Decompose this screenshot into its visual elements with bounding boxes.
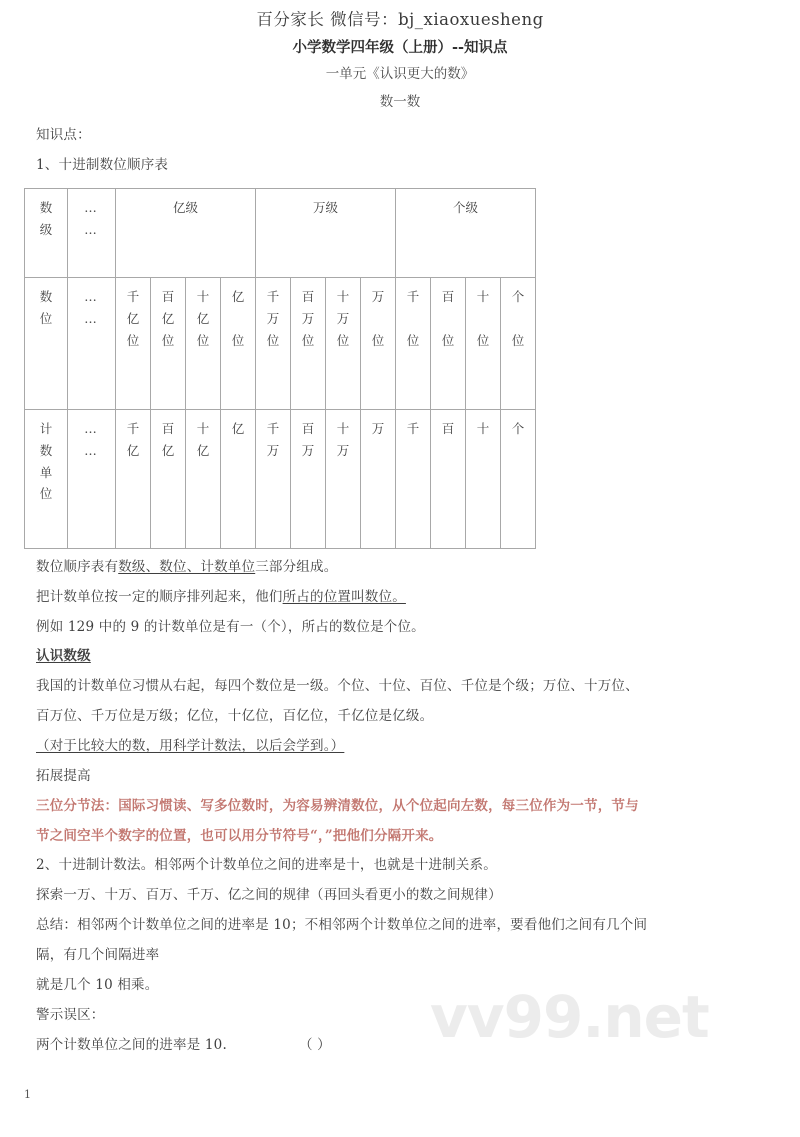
unit-cell — [221, 409, 256, 548]
digit-char: 千 — [406, 288, 420, 304]
digit-char-spacer — [221, 308, 255, 330]
row-label-char: 位 — [39, 486, 53, 502]
unit-char: 亿 — [161, 442, 175, 458]
header-brand-cn: 百分家长 微信号： — [256, 10, 399, 29]
paragraph-example-129: 例如 129 中的 9 的计数单位是有一（个），所占的数位是个位。 — [36, 618, 425, 635]
digit-char: 位 — [196, 332, 210, 348]
row-label-shuwei — [25, 277, 68, 409]
unit-char: 万 — [336, 442, 350, 458]
header-unit-title: 一单元《认识更大的数》 — [325, 65, 475, 82]
unit-char: 万 — [371, 420, 385, 436]
paragraph-true-false-question — [22, 1031, 778, 1061]
row-label-jishudanwei — [25, 409, 68, 548]
subheading-text: 认识数级 — [36, 648, 91, 665]
answer-blank-parentheses: （ ） — [298, 1036, 331, 1053]
digit-char: 百 — [441, 288, 455, 304]
digit-char: 百 — [301, 288, 315, 304]
digit-cell — [326, 277, 361, 409]
watermark-vv99-net: vv99.net — [430, 983, 709, 1051]
unit-char: 亿 — [126, 442, 140, 458]
unit-char: 千 — [126, 420, 140, 436]
paragraph-level-grouping-line1: 我国的计数单位习惯从右起，每四个数位是一级。个位、十位、百位、千位是个级；万位、十万位、 — [36, 678, 639, 695]
digit-order-table-wrapper — [22, 188, 778, 549]
header-wechat-id: bj_xiaoxuesheng — [398, 10, 544, 29]
digit-char: 位 — [266, 332, 280, 348]
digit-char: 位 — [231, 332, 245, 348]
header-brand-line — [22, 8, 778, 32]
digit-char: 位 — [126, 332, 140, 348]
digit-char-spacer — [466, 308, 500, 330]
digit-char: 个 — [511, 288, 525, 304]
unit-char: 千 — [406, 420, 420, 436]
table-row-shuwei — [25, 277, 536, 409]
row-ellipsis-shuji — [68, 188, 116, 277]
digit-char-spacer — [431, 308, 465, 330]
digit-cell — [186, 277, 221, 409]
text-fragment: 三部分组成。 — [255, 558, 338, 575]
row-label-char: 数 — [39, 199, 53, 215]
ellipsis-mark: … — [84, 442, 99, 458]
digit-char: 亿 — [231, 288, 245, 304]
unit-cell — [466, 409, 501, 548]
unit-cell — [501, 409, 536, 548]
paragraph-three-digit-grouping-line1: 三位分节法：国际习惯读、写多位数时，为容易辨清数位，从个位起向左数，每三位作为一节，节与 — [36, 797, 639, 814]
unit-cell — [361, 409, 396, 548]
unit-cell — [151, 409, 186, 548]
digit-char: 十 — [196, 288, 210, 304]
ellipsis-mark: … — [84, 310, 99, 326]
paragraph-table-composition — [22, 553, 778, 583]
digit-cell — [256, 277, 291, 409]
paragraph-scientific-notation-note — [22, 732, 778, 762]
digit-char-spacer — [396, 308, 430, 330]
unit-char: 万 — [266, 442, 280, 458]
digit-char-spacer — [501, 308, 535, 330]
row-label-char: 位 — [39, 310, 53, 326]
row-ellipsis-jishudanwei — [68, 409, 116, 548]
digit-char: 十 — [336, 288, 350, 304]
digit-char: 万 — [301, 310, 315, 326]
ellipsis-mark: … — [84, 221, 99, 237]
group-cell-yiji: 亿级 — [116, 188, 256, 277]
paragraph-summary-line2: 隔，有几个间隔进率 — [36, 946, 160, 963]
unit-char: 十 — [196, 420, 210, 436]
ellipsis-mark: … — [84, 199, 99, 215]
row-label-char: 数 — [39, 288, 53, 304]
text-fragment: 数位顺序表有 — [36, 558, 119, 575]
unit-cell — [431, 409, 466, 548]
digit-char: 百 — [161, 288, 175, 304]
paragraph-summary-line1: 总结：相邻两个计数单位之间的进率是 10；不相邻两个计数单位之间的进率，要看他们之间有几个间 — [36, 917, 648, 934]
page-number: 1 — [24, 1088, 31, 1101]
unit-char: 亿 — [231, 420, 245, 436]
paragraph-summary-line3: 就是几个 10 相乘。 — [36, 976, 159, 993]
digit-cell — [291, 277, 326, 409]
digit-char: 亿 — [196, 310, 210, 326]
paragraph-decimal-system-item2: 2、十进制计数法。相邻两个计数单位之间的进率是十，也就是十进制关系。 — [36, 857, 497, 874]
paragraph-explore-pattern: 探索一万、十万、百万、千万、亿之间的规律（再回头看更小的数之间规律） — [36, 887, 502, 904]
unit-cell — [186, 409, 221, 548]
heading-renshi-shuji — [22, 642, 778, 672]
row-label-char: 计 — [39, 420, 53, 436]
unit-char: 千 — [266, 420, 280, 436]
digit-char: 位 — [301, 332, 315, 348]
row-label-shuji — [25, 188, 68, 277]
digit-char: 千 — [126, 288, 140, 304]
unit-cell — [396, 409, 431, 548]
unit-cell — [326, 409, 361, 548]
digit-char: 万 — [336, 310, 350, 326]
digit-cell — [396, 277, 431, 409]
digit-order-table — [24, 188, 536, 549]
group-cell-wanji: 万级 — [256, 188, 396, 277]
header-lesson-title: 数一数 — [379, 93, 421, 110]
heading-jingshi-wuqu: 警示误区： — [36, 1006, 105, 1023]
digit-char: 位 — [476, 332, 490, 348]
unit-char: 百 — [161, 420, 175, 436]
digit-cell — [116, 277, 151, 409]
digit-char-spacer — [361, 308, 395, 330]
digit-char: 位 — [161, 332, 175, 348]
digit-cell — [151, 277, 186, 409]
table-row-jishudanwei — [25, 409, 536, 548]
paragraph-three-digit-grouping-line2: 节之间空半个数字的位置，也可以用分节符号“，”把他们分隔开来。 — [36, 827, 443, 844]
unit-char: 个 — [511, 420, 525, 436]
digit-char: 位 — [336, 332, 350, 348]
digit-char: 万 — [371, 288, 385, 304]
paragraph-level-grouping-line2: 百万位、千万位是万级；亿位，十亿位，百亿位，千亿位是亿级。 — [36, 708, 434, 725]
digit-cell — [361, 277, 396, 409]
row-label-char: 数 — [39, 442, 53, 458]
header-subject-title: 小学数学四年级（上册）--知识点 — [292, 38, 508, 56]
digit-char: 位 — [371, 332, 385, 348]
row-ellipsis-shuwei — [68, 277, 116, 409]
digit-char: 位 — [511, 332, 525, 348]
unit-char: 亿 — [196, 442, 210, 458]
unit-char: 万 — [301, 442, 315, 458]
digit-char: 亿 — [161, 310, 175, 326]
row-label-char: 级 — [39, 221, 53, 237]
table-row-shuji — [25, 188, 536, 277]
underlined-definition: 所占的位置叫数位。 — [282, 588, 406, 605]
digit-char: 位 — [406, 332, 420, 348]
underlined-terms: 数级、数位、计数单位 — [118, 558, 256, 575]
text-fragment: 把计数单位按一定的顺序排列起来，他们 — [36, 588, 283, 605]
digit-char: 十 — [476, 288, 490, 304]
unit-cell — [256, 409, 291, 548]
group-cell-geji: 个级 — [396, 188, 536, 277]
digit-cell — [466, 277, 501, 409]
digit-cell — [221, 277, 256, 409]
paragraph-digit-position-definition — [22, 583, 778, 613]
digit-cell — [501, 277, 536, 409]
unit-cell — [116, 409, 151, 548]
unit-char: 百 — [441, 420, 455, 436]
unit-char: 百 — [301, 420, 315, 436]
underlined-note: （对于比较大的数，用科学计数法，以后会学到。） — [36, 737, 345, 754]
heading-tuozhan-tigao: 拓展提高 — [36, 767, 91, 784]
digit-char: 万 — [266, 310, 280, 326]
question-text: 两个计数单位之间的进率是 10. — [36, 1036, 227, 1053]
unit-char: 十 — [336, 420, 350, 436]
digit-cell — [431, 277, 466, 409]
ellipsis-mark: … — [84, 288, 99, 304]
document-content — [22, 8, 778, 1060]
section-item-1-title: 1、十进制数位顺序表 — [36, 156, 169, 173]
knowledge-points-label: 知识点： — [36, 127, 91, 144]
unit-char: 十 — [476, 420, 490, 436]
unit-cell — [291, 409, 326, 548]
ellipsis-mark: … — [84, 420, 99, 436]
digit-char: 亿 — [126, 310, 140, 326]
digit-char: 位 — [441, 332, 455, 348]
row-label-char: 单 — [39, 464, 53, 480]
digit-char: 千 — [266, 288, 280, 304]
